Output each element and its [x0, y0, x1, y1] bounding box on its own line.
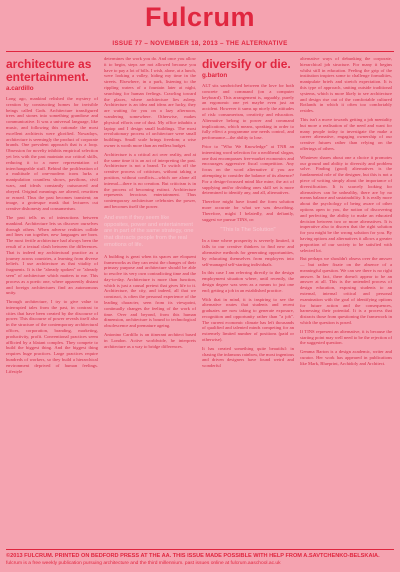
- body-paragraph: Prior to "Who We Knowledge" at TNR an interesting word selection for a neoliberal slogan, one that encompasses free-market economics and encourages aggressive fiscal competition. Any focus on the word alternative if you are attempting to consider the balance of its absence? For a design-focussed mind like mine, the act of supplying and/or dividing ones skill set is more determined to identify any, and all, alternatives.: [202, 143, 294, 196]
- author-bio: Gemma Barton is a design academic, writer and curator. Her work has appeared in publications like Mark, Blueprint, Archidoly and Architect.: [300, 349, 392, 366]
- footer-credits: ©2013 FULCRUM. PRINTED ON BEDFORD PRESS AT THE AA. THIS ISSUE MADE POSSIBLE WITH HELP FROM A.SAVTCHENKO-BELSKAIA.: [6, 553, 380, 559]
- body-paragraph: Through architecture, I try to give value to interrupted tales from the past, in contrast to cities that have been created by the discourse of power. This discourse of power reveals itself also in the structure of the contemporary architectural offices, corporation, branding, marketing, productivity, profit. Conventional practices seem afflicted by a blatant complex. They compete to build the biggest thing. And the biggest thing requires huge practices. Large practices require hundreds of workers, so they build a hierarchical environment deprived of human feelings. Lifestyle: [6, 299, 98, 374]
- issue-line: ISSUE 77 – NOVEMBER 18, 2013 – THE ALTERNATIVE: [112, 40, 288, 47]
- top-divider: [6, 51, 394, 52]
- footer-about: fulcrum is a free weekly publication pursuing architecture and the third millennium. past issues online at fulcrum.aaschool.ac.uk: [6, 561, 281, 566]
- author-bio: Antonino Cardillo is an itinerant architect based in London. Active worldwide, he interprets architecture as a way to bridge differences.: [104, 332, 196, 349]
- body-paragraph: It has created something quite beautiful: in chasing the infamous rainbow, the most ingenious and driven designers have found weird and wonderful: [202, 345, 294, 369]
- article1-column-1: [6, 56, 98, 546]
- article2-headline: diversify or die.: [202, 57, 291, 71]
- body-paragraph: determines the work you do. And once you allow it to begin, steps are not allowed because you have to pay a lot of bills. I wish, alone, at a lunch, were looking a valley, hiding my time in the streets. Elsewhere, in a park, listening to the rippling waters of a fountain later at night, searching for human feelings. Crawling toward the places, where architecture lies asleep. Architecture is an idea and ideas are lucky, they are waiting for you on a lazy afternoon, wandering somewhere. Otherwise, makes physical efforts one of dust. My office inhabits a laptop and I design small buildings. The most revolutionary process of architecture were small buildings. Small scale brings freedom; a wise owner is worth more than an endless budget.: [104, 56, 196, 148]
- body-paragraph: ALT sits sandwiched between the love for both concrete and command (on a computer keyboard). This arrangement is, arguably, purely an ergonomic one yet maybe even just an accident. However it sums up nicely the attitudes of risk: consumerism, creativity and education. Alternative belong to power and command implications, which means, speaking in order to fully effect a programme one needs control, and performance—the ability to lose.: [202, 83, 294, 141]
- pull-quote: And even if they seem like opposites, power and entertainment are in part of the same strategy, one that distracts people from the real emotions of life.: [104, 214, 194, 248]
- body-paragraph: The past tells us of interactions between mankind. Architecture lets us discover ourselves through others. When adverse realities collide and lines run together, new languages are born. The most fertile architecture had always been the result of a textual clash between the differences. That is indeed my architectural practice as a journey across countries, a learning from diverse beliefs. I use architecture as that vitality of fragments. It is the "already spoken" or "already seen" of architecture which matters to me. This process as a poetic one, where apparently distant and foreign architectures find an autonomous unity.: [6, 214, 98, 296]
- footer: [6, 553, 394, 567]
- article2-column-2: [300, 56, 392, 546]
- body-paragraph: Therefore might have found the form solution more accurate for what we was describing. Therefore, might I belatedly, and defiantly, suggest we pursue TINS, or:: [202, 199, 294, 222]
- body-paragraph: With that in mind, it is inspiring to see the alternative routes that students and recent graduates are now taking to generate exposure, recognition and opportunity rather than "a job". The current economic climate has left thousands of qualified and talented minds competing for an extremely limited number of positions (paid or otherwise).: [202, 296, 294, 343]
- bottom-divider: [6, 549, 394, 550]
- body-paragraph: Long ago, mankind relished the mystery of creation by constructing homes for invisible beings called Gods. Architecture transfigured trees and stones into something grandiose and communicative. It was a universal language, like music, and following this rationale the most excellent architects were glorified. Nowadays, architecture is seemingly the product of corporate brands. One prevalent approach that is a loop. Obsession for novelty inhibits empirical selection yet lets with the past maintain our critical skills, reducing it to a mere representation of interchangeable stuff. Behind the proliferation of a multitude of one-modern icons lurks a manipulation countless shows, pavilions, civil wars, and ideals constantly outsourced and obeyed. Original meanings are altered, rewritten or erased. Thus the past becomes transient; an image, a grotesque mask that lecturers cut creative dishonesty and consumerism.: [6, 96, 98, 212]
- body-paragraph: This isn't a move towards getting a job mentality but more a realisation of the need and want for many people today to investigate the make a career alternative, engaging ownership of our creative futures rather than relying on the offerings of others.: [300, 116, 392, 151]
- article1-headline: architecture as entertainment.: [6, 57, 92, 84]
- article1-column-2: [104, 56, 196, 546]
- body-paragraph: If TINS represent an alternative, it is because the starting point may well need to be the rejection of the suggested question.: [300, 328, 392, 346]
- body-paragraph: In this case I am referring directly to the design employment situation where, until recently, the design degree was seen as a means to just one end; getting a job in an established practice.: [202, 270, 294, 293]
- article1-author: a.cardillo: [6, 85, 34, 92]
- body-paragraph: In a time where prosperity is severely limited, it falls to our creative thinkers to find new and alternative methods for generating opportunities, by educating themselves from employers into self-managed self-starting individuals.: [202, 238, 294, 267]
- article2-author: g.barton: [202, 72, 228, 79]
- body-paragraph: But perhaps we shouldn't obsess over the answer — but rather fixate on the absence of a meaningful question. We can see there is no right answer. In fact, there doesn't appear to be an answer at all. This is the untended process of design education, exposing students to an external, internal critical and personal examination with the goal of identifying options for future action and the consequences, harnessing their potential. It is a process that distracts those from questioning the framework in which the question is posed.: [300, 256, 392, 326]
- body-paragraph: Whatever shares about one a choice it promotes our ground and ability to diversify and problem solve. Finding (good) alternatives is the fundamental role of the designer, but this is not a piece of writing simply about the importance of diversification. It is scarcely looking for alternatives can be unhealthy, there are by no means balance and sustainability. It is really more about the psychology of being aware of other options open to you, the notion of discovering and perfecting the ability to make an educated decision between two or more alternatives. It is imperative also to discern that the right solution for you might be the wrong solution for you. By having options and alternatives it allows a greater proportion of our society to be satisfied with selected lot.: [300, 154, 392, 253]
- subheading: "This Is The Solution": [220, 227, 276, 234]
- body-paragraph: Architecture is a critical act over reality, and at the same time it is an act of interpreting the past. Architecture is not a brand. To switch off the creative process of criticism, without taking a position, without conflicts—which are alone all internal—there is no creation. But criticism is in the process of becoming extinct. Architecture represents ferocious entertainment. Thus contemporary architecture celebrates the power, and becomes itself the power.: [104, 151, 196, 209]
- masthead-title: Fulcrum: [144, 2, 255, 32]
- body-paragraph: A building is great when its spaces are eloquent frameworks as they can resist the changes of their primary purpose and architecture should be able to resolve its very own contradicting time and the day-to-day. Architecture is more than function, which is just a causal pretext that gives life to it. Architecture, the city, and indeed, all that we construct, is often the personal experience of the leading character, seen from its viewpoint, continually changes the feeling of the work of time. Over and beyond, from this human dimension, architecture is bound to technological obsolescence and premature ageing.: [104, 253, 196, 329]
- body-paragraph: alternative ways of debunking the corporate, hierarchical job structure. For many it begins whilst still in education. Feeling the grip of the institution inspires some to challenge formalities, manipulate briefs and stretch expectation. It is this type of approach, uniting outside traditional systems, which is more likely to see architecture and design rise out of the comfortable cultured Rotlands in which it often too comfortably resides.: [300, 56, 392, 114]
- article2-column-1: [202, 56, 294, 546]
